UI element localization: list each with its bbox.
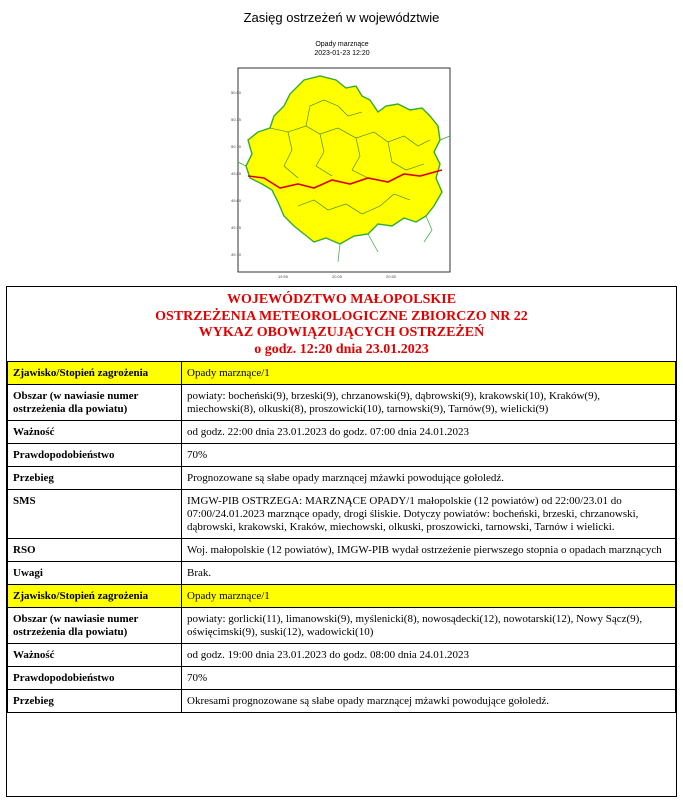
row-value: IMGW-PIB OSTRZEGA: MARZNĄCE OPADY/1 małopolskie (12 powiatów) od 22:00/23.01 do 07:00/24.01.2023 marznące opady, drogi śliskie. Dotyczy powiatów: bocheński, brzeski, chrzanowski, dąbrowski, krakowski, Kraków, miechowski, olkuski, proszowicki, tarnowski, Tarnów i wielicki. [182,490,676,539]
table-row [8,467,676,490]
row-label: Prawdopodobieństwo [8,667,182,690]
phenomenon-row [8,362,676,385]
x-tick: 19.50 [278,274,289,279]
row-value: Brak. [182,562,676,585]
row-value: Woj. małopolskie (12 powiatów), IMGW-PIB wydał ostrzeżenie pierwszego stopnia o opadach marznących [182,539,676,562]
map-caption-phenomenon: Opady marznące [315,41,369,48]
x-tick: 20.50 [386,274,397,279]
y-tick: 49.60 [231,198,242,203]
row-value: 70% [182,444,676,467]
y-tick: 49.85 [231,171,242,176]
table-row [8,644,676,667]
row-label: Przebieg [8,467,182,490]
table-row [8,667,676,690]
row-label: Zjawisko/Stopień zagrożenia [8,585,182,608]
row-label: Prawdopodobieństwo [8,444,182,467]
y-tick: 50.60 [231,90,242,95]
row-value: od godz. 19:00 dnia 23.01.2023 do godz. 08:00 dnia 24.01.2023 [182,644,676,667]
row-label: Obszar (w nawiasie numer ostrzeżenia dla powiatu) [8,385,182,421]
row-label: Ważność [8,644,182,667]
table-row [8,444,676,467]
y-tick: 50.10 [231,144,242,149]
map-caption-datetime: 2023-01-23 12:20 [314,50,370,57]
row-value: powiaty: gorlicki(11), limanowski(9), myślenicki(8), nowosądecki(12), nowotarski(12), Nowy Sącz(9), oświęcimski(9), suski(12), wadowicki(10) [182,608,676,644]
row-value: powiaty: bocheński(9), brzeski(9), chrzanowski(9), dąbrowski(9), krakowski(10), Kraków(9), miechowski(8), olkuski(8), proszowicki(10), tarnowski(9), Tarnów(9), wielicki(9) [182,385,676,421]
row-label: Zjawisko/Stopień zagrożenia [8,362,182,385]
row-label: RSO [8,539,182,562]
warnings-table [7,361,676,713]
table-row [8,608,676,644]
header-title: OSTRZEŻENIA METEOROLOGICZNE ZBIORCZO NR 22 [155,308,528,324]
table-row [8,490,676,539]
row-value: Okresami prognozowane są słabe opady marznącej mżawki powodujące gołoledź. [182,690,676,713]
row-label: Uwagi [8,562,182,585]
page-title: Zasięg ostrzeżeń w województwie [243,10,440,25]
x-tick: 20.00 [332,274,343,279]
row-value: od godz. 22:00 dnia 23.01.2023 do godz. 07:00 dnia 24.01.2023 [182,421,676,444]
header-subtitle: WYKAZ OBOWIĄZUJĄCYCH OSTRZEŻEŃ [198,325,485,340]
header-region: WOJEWÓDZTWO MAŁOPOLSKIE [226,292,457,307]
table-row [8,690,676,713]
row-value: 70% [182,667,676,690]
table-row [8,562,676,585]
y-tick: 49.35 [231,225,242,230]
y-tick: 49.10 [231,252,242,257]
region-map [228,66,456,286]
row-value: Opady marznące/1 [182,362,676,385]
table-row [8,421,676,444]
row-label: SMS [8,490,182,539]
row-label: Obszar (w nawiasie numer ostrzeżenia dla powiatu) [8,608,182,644]
row-label: Ważność [8,421,182,444]
header-datetime: o godz. 12:20 dnia 23.01.2023 [254,341,429,357]
row-value: Prognozowane są słabe opady marznącej mżawki powodujące gołoledź. [182,467,676,490]
row-value: Opady marznące/1 [182,585,676,608]
warning-map [228,38,456,286]
y-tick: 50.35 [231,117,242,122]
phenomenon-row [8,585,676,608]
table-row [8,539,676,562]
table-row [8,385,676,421]
document-header [7,287,676,361]
warnings-document [6,286,677,797]
row-label: Przebieg [8,690,182,713]
